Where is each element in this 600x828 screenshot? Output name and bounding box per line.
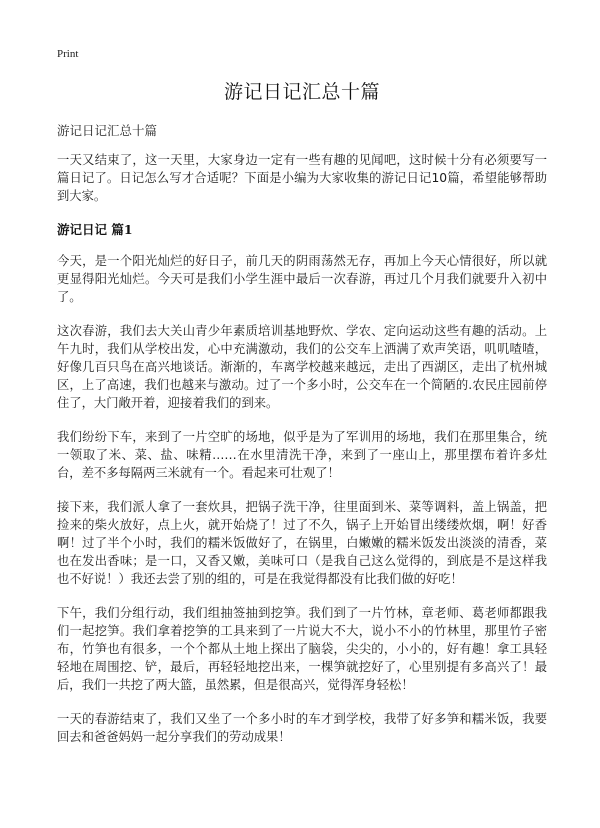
paragraph-2: 这次春游，我们去大关山青少年素质培训基地野炊、学农、定向运动这些有趣的活动。上午九时，我们从学校出发，心中充满激动，我们的公交车上洒满了欢声笑语，叽叽喳喳，好像几百只鸟在高兴地谈话。渐渐的，车离学校越来越远，走出了西湖区，走出了杭州城区，上了高速，我们也越来与激动。过了一个多小时，公交车在一个简陋的.农民庄园前停住了，大门敞开着，迎接着我们的到来。: [57, 324, 547, 410]
paragraph-1: 今天，是一个阳光灿烂的好日子，前几天的阴雨荡然无存，再加上今天心情很好，所以就更显得阳光灿烂。今天可是我们小学生涯中最后一次春游，再过几个月我们就要升入初中了。: [57, 254, 547, 304]
intro-paragraph: 一天又结束了，这一天里，大家身边一定有一些有趣的见闻吧，这时候十分有必须要写一篇日记了。日记怎么写才合适呢？下面是小编为大家收集的游记日记10篇，希望能够帮助到大家。: [57, 153, 547, 203]
section-heading: 游记日记 篇1: [57, 222, 133, 237]
paragraph-4: 接下来，我们派人拿了一套炊具，把锅子洗干净，往里面到米、菜等调料，盖上锅盖，把捡来的柴火放好，点上火，就开始烧了！过了不久，锅子上开始冒出缕缕炊烟，啊！好香啊！过了半个小时，我们的糯米饭做好了，在锅里，白嫩嫩的糯米饭发出淡淡的清香，菜也在发出香味；是一口，又香又嫩，美味可口（是我自己这么觉得的，到底是不是这样我也不好说！）我还去尝了别的组的，可是在我觉得都没有比我们做的好吃！: [57, 500, 547, 586]
paragraph-3: 我们纷纷下车，来到了一片空旷的场地，似乎是为了军训用的场地，我们在那里集合，统一领取了米、菜、盐、味精……在水里清洗干净，来到了一座山上，那里摆布着许多灶台，差不多每隔两三米就有一个。看起来可壮观了！: [57, 430, 547, 480]
article-body: [57, 151, 547, 762]
paragraph-5: 下午，我们分组行动，我们组抽签抽到挖笋。我们到了一片竹林，章老师、葛老师都跟我们一起挖笋。我们拿着挖笋的工具来到了一片说大不大，说小不小的竹林里，那里竹子密布，竹笋也有很多，一个个都从土地上探出了脑袋，尖尖的，小小的，好有趣！拿工具轻轻地在周围挖、铲，最后，再轻轻地挖出来，一棵笋就挖好了，心里别提有多高兴了！最后，我们一共挖了两大篮，虽然累，但是很高兴，觉得浑身轻松！: [57, 606, 547, 692]
document-subtitle: 游记日记汇总十篇: [57, 123, 158, 138]
page-title: 游记日记汇总十篇: [223, 81, 380, 103]
paragraph-6: 一天的春游结束了，我们又坐了一个多小时的车才到学校，我带了好多笋和糯米饭，我要回去和爸爸妈妈一起分享我们的劳动成果！: [57, 712, 547, 744]
print-label: Print: [57, 48, 79, 60]
